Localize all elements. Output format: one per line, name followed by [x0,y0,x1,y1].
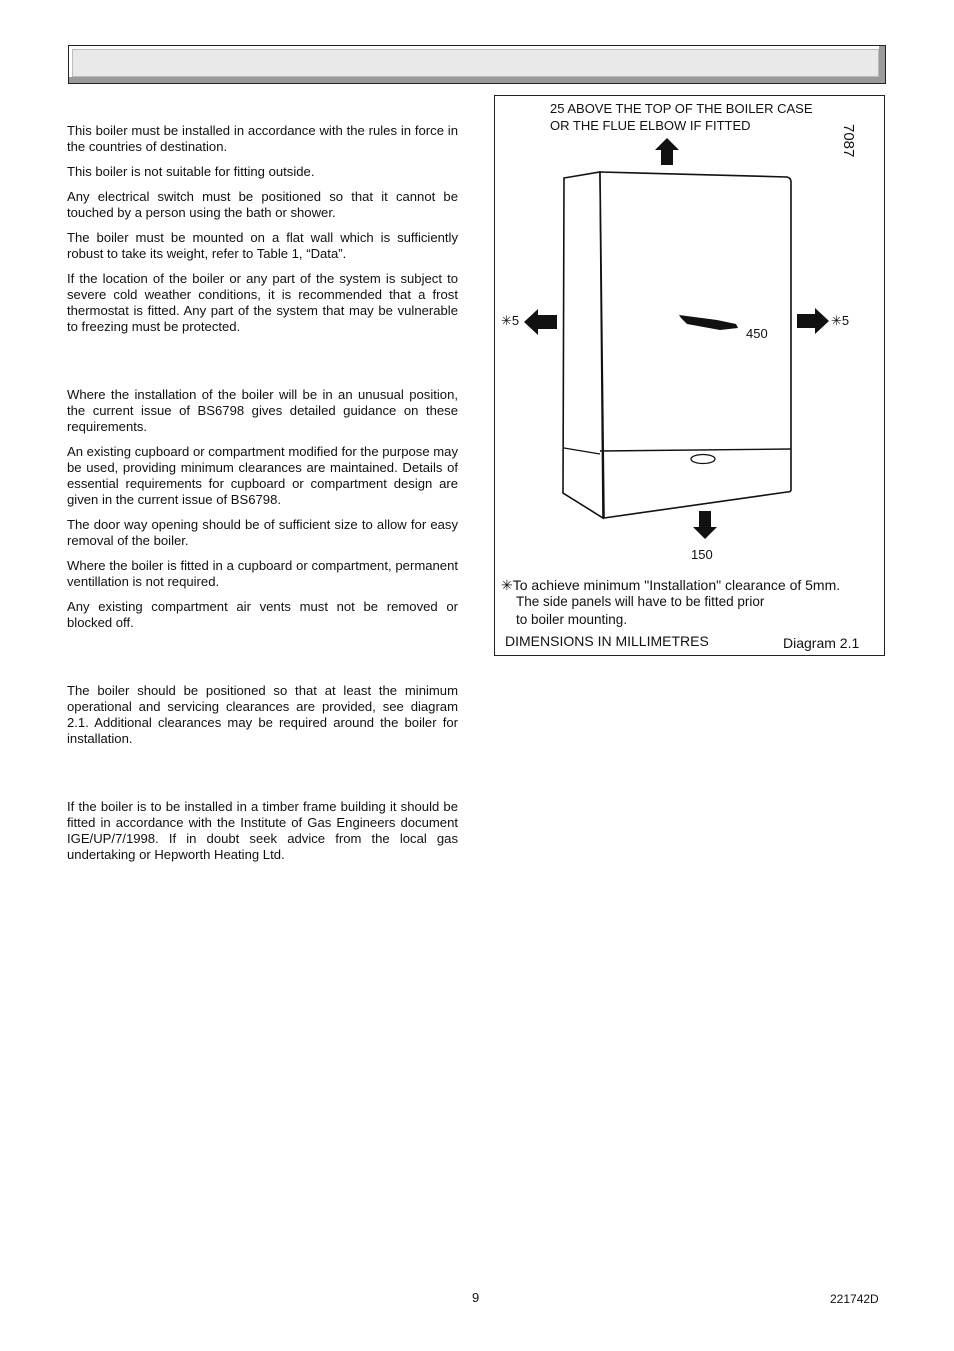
boiler-handle [691,455,715,464]
page-number: 9 [472,1290,480,1305]
top-clearance-note-line1: 25 ABOVE THE TOP OF THE BOILER CASE [550,101,813,116]
paragraph: This boiler is not suitable for fitting outside. [67,164,315,179]
clearance-diagram [494,95,885,656]
paragraph: The boiler must be mounted on a flat wall which is sufficiently robust to take its weight, refer to Table 1, “Data”. [67,230,458,261]
footnote-line1: ✳To achieve minimum "Installation" clearance of 5mm. [501,577,841,593]
section-gap [67,756,458,799]
arrow-up-icon [655,138,679,165]
front-clearance-label: 450 [746,326,768,341]
arrow-down-icon [693,511,717,539]
paragraph: If the boiler is to be installed in a timber frame building it should be fitted in accordance with the Institute of Gas Engineers document IGE/UP/7/1998. If in doubt seek advice from the local gas undertaking or Hepworth Heating Ltd. [67,799,458,862]
arrow-left-icon [524,309,557,335]
footnote-line2: The side panels will have to be fitted prior [516,594,765,609]
top-clearance-note-line2: OR THE FLUE ELBOW IF FITTED [550,118,751,133]
right-clearance-label: ✳5 [831,313,850,328]
header-bar-inner [72,49,879,77]
footnote-line3: to boiler mounting. [516,612,628,627]
paragraph: Any electrical switch must be positioned so that it cannot be touched by a person using the bath or shower. [67,189,458,220]
paragraph: Where the installation of the boiler will be in an unusual position, the current issue of BS6798 gives detailed guidance on these requirements. [67,387,458,434]
diagram-caption: Diagram 2.1 [783,635,860,651]
boiler-drawing [495,96,886,657]
paragraph: The boiler should be positioned so that at least the minimum operational and servicing clearances are provided, see diagram 2.1. Additional clearances may be required around the boiler for installation. [67,683,458,746]
paragraph: If the location of the boiler or any part of the system is subject to severe cold weather conditions, it is recommended that a frost thermostat is fitted. Any part of the system that may be vulnerable to freezing must be protected. [67,271,458,334]
arrow-right-icon [797,308,829,334]
header-shadow-bottom [69,77,885,83]
drawing-ref-code: 7087 [840,124,857,158]
bottom-clearance-label: 150 [691,547,713,562]
paragraph: Where the boiler is fitted in a cupboard or compartment, permanent ventillation is not required. [67,558,458,589]
section-gap [67,344,458,387]
boiler-front [600,172,791,518]
body-text-column [67,123,458,872]
section-header-bar [68,45,886,84]
paragraph: An existing cupboard or compartment modified for the purpose may be used, providing minimum clearances are maintained. Details of essential requirements for cupboard or compartment design are given in the current issue of BS6798. [67,444,458,507]
document-code: 221742D [830,1292,879,1306]
paragraph: The door way opening should be of sufficient size to allow for easy removal of the boiler. [67,517,458,548]
units-label: DIMENSIONS IN MILLIMETRES [505,633,709,649]
left-clearance-label: ✳5 [501,313,520,328]
paragraph: Any existing compartment air vents must not be removed or blocked off. [67,599,458,630]
paragraph: This boiler must be installed in accordance with the rules in force in the countries of destination. [67,123,458,154]
boiler-side-panel [563,172,603,518]
section-gap [67,640,458,683]
